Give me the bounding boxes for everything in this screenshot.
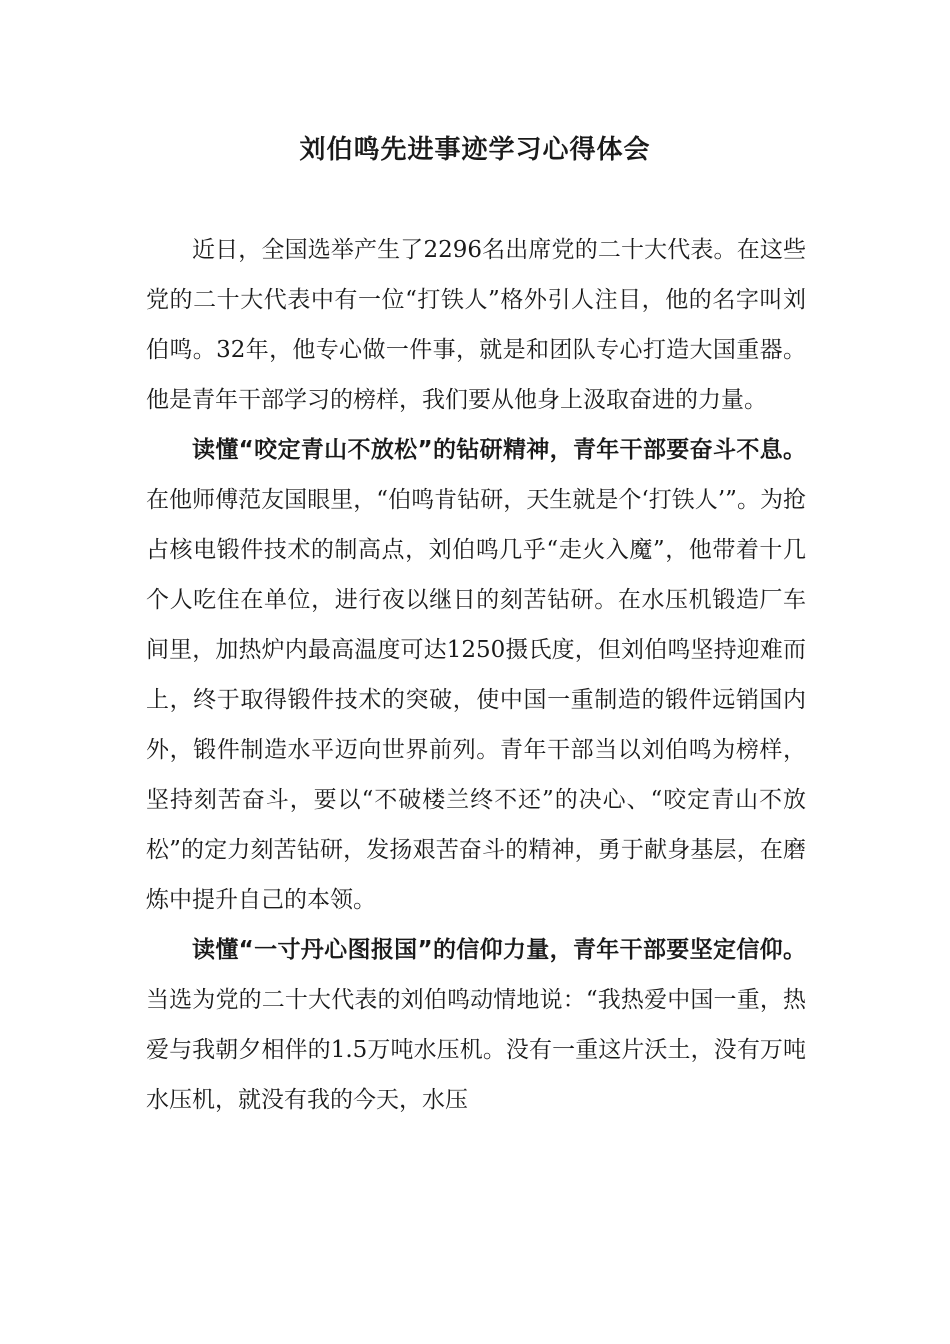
document-body: [146, 225, 806, 1125]
paragraph-intro: [146, 225, 806, 425]
paragraph-diligence: [146, 425, 806, 925]
paragraph-lead: 读懂“咬定青山不放松”的钻研精神，青年干部要奋斗不息。: [192, 437, 806, 463]
paragraph-text: 近日，全国选举产生了2296名出席党的二十大代表。在这些党的二十大代表中有一位“打铁人”格外引人注目，他的名字叫刘伯鸣。32年，他专心做一件事，就是和团队专心打造大国重器。他是青年干部学习的榜样，我们要从他身上汲取奋进的力量。: [146, 237, 806, 413]
paragraph-faith: [146, 925, 806, 1125]
paragraph-text: 在他师傅范友国眼里，“伯鸣肯钻研，天生就是个‘打铁人’”。为抢占核电锻件技术的制高点，刘伯鸣几乎“走火入魔”，他带着十几个人吃住在单位，进行夜以继日的刻苦钻研。在水压机锻造厂车间里，加热炉内最高温度可达1250摄氏度，但刘伯鸣坚持迎难而上，终于取得锻件技术的突破，使中国一重制造的锻件远销国内外，锻件制造水平迈向世界前列。青年干部当以刘伯鸣为榜样，坚持刻苦奋斗，要以“不破楼兰终不还”的决心、“咬定青山不放松”的定力刻苦钻研，发扬艰苦奋斗的精神，勇于献身基层，在磨炼中提升自己的本领。: [146, 487, 806, 913]
page-title: 刘伯鸣先进事迹学习心得体会: [299, 135, 651, 165]
paragraph-lead: 读懂“一寸丹心图报国”的信仰力量，青年干部要坚定信仰。: [192, 937, 806, 963]
paragraph-text: 当选为党的二十大代表的刘伯鸣动情地说：“我热爱中国一重，热爱与我朝夕相伴的1.5万吨水压机。没有一重这片沃土，没有万吨水压机，就没有我的今天，水压: [146, 987, 806, 1113]
